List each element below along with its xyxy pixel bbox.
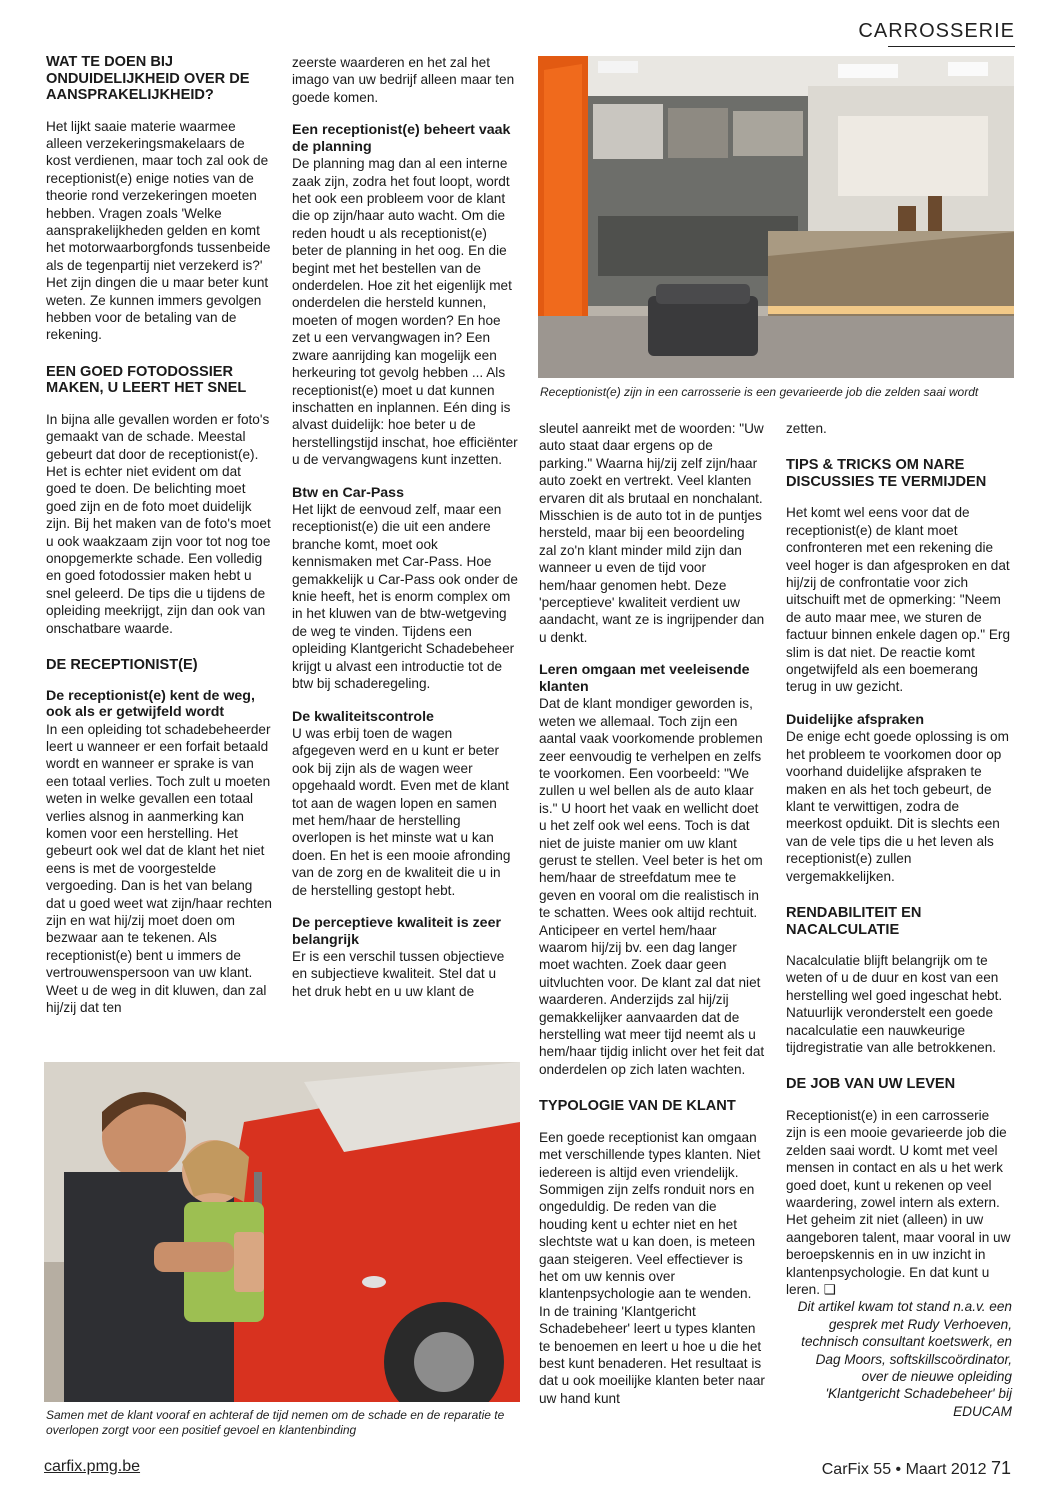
reception-office-illustration — [538, 56, 1014, 378]
footer-issue: CarFix 55 • Maart 2012 — [821, 1461, 987, 1478]
subheading-planning: Een receptionist(e) beheert vaak de planning — [292, 122, 511, 155]
paragraph-planning: De planning mag dan al een interne zaak zijn, zodra het fout loopt, wordt het ook een probleem voor de klant die op zijn/haar auto wacht. Om die reden houdt u als receptionist(e) beter de planning in het oog. En die begint met het bestellen van de onderdelen. Hoe zit het eigenlijk met onderdelen die hersteld kunnen, moeten of mogen worden? En hoe zet u een vervangwagen in? Een zware aanrijding kan mogelijk een herkeuring tot gevolg hebben ... Als receptionist(e) moet u dat kunnen inschatten en inplannen. Eén ding is alvast duidelijk: hoe beter u de herstellingstijd inschat, hoe efficiënter u de vervangwagens kunt inzetten. — [292, 156, 518, 468]
paragraph-tips-tricks: Het komt wel eens voor dat de receptionist(e) de klant moet confronteren met een rekening die veel hoger is dan afgesproken en dat hij/zij de confrontatie voor zich uitschuift met de opmerking: "Neem de auto maar mee, we sturen de factuur binnen enkele dagen op." Erg slim is dat niet. De reactie komt ongetwijfeld als een boemerang terug in uw gezicht. — [786, 505, 1010, 695]
paragraph-continued-4: zetten. — [786, 421, 827, 436]
paragraph-perceptieve-kwaliteit: Er is een verschil tussen objectieve en subjectieve kwaliteit. Stel dat u het druk hebt en u uw klant de — [292, 949, 505, 999]
top-photo-caption: Receptionist(e) zijn in een carrosserie is een gevarieerde job die zelden saai wordt — [540, 385, 979, 399]
footer-website-link[interactable]: carfix.pmg.be — [44, 1458, 141, 1475]
column-2 — [292, 54, 518, 1000]
heading-receptionist: DE RECEPTIONIST(E) — [46, 657, 198, 674]
mechanic-client-illustration — [44, 1062, 520, 1402]
paragraph-fotodossier: In bijna alle gevallen worden er foto's gemaakt van de schade. Meestal gebeurt dat door de receptionist(e). Het is echter niet evident om dat goed te doen. De belichting moet goed zijn en de foto moet duidelijk zijn. Bij het maken van de foto's moet u ook waakzaam zijn voor tot nog toe onopgemerkte schade. Een volledig en goed fotodossier maken hebt u snel geleerd. De tips die u tijdens de opleiding meekrijgt, zijn dan ook van onschatbare waarde. — [46, 411, 271, 636]
subheading-kwaliteitscontrole: De kwaliteitscontrole — [292, 708, 434, 725]
paragraph-rendabiliteit: Nacalculatie blijft belangrijk om te weten of u de duur en kost van een herstelling wel goed ingeschat hebt. Natuurlijk veronderstelt een goede nacalculatie een nauwkeurige tijdregistratie van alle betrokkenen. — [786, 953, 1003, 1056]
column-1 — [46, 54, 272, 1016]
subheading-duidelijke-afspraken: Duidelijke afspraken — [786, 711, 924, 728]
subheading-perceptieve-kwaliteit: De perceptieve kwaliteit is zeer belangrijk — [292, 915, 501, 948]
paragraph-continued: zeerste waarderen en het zal het imago van uw bedrijf alleen maar ten goede komen. — [292, 55, 515, 105]
subheading-veeleisende-klanten: Leren omgaan met veeleisende klanten — [539, 662, 750, 695]
footer-issue-info — [822, 1458, 1011, 1479]
heading-job-van-uw-leven: DE JOB VAN UW LEVEN — [786, 1076, 956, 1093]
heading-fotodossier: EEN GOED FOTODOSSIER MAKEN, U LEERT HET SNEL — [46, 363, 247, 397]
column-3 — [539, 420, 765, 1407]
subheading-kent-de-weg: De receptionist(e) kent de weg, ook als er getwijfeld wordt — [46, 687, 255, 721]
section-tag: CARROSSERIE — [858, 20, 1015, 42]
paragraph-kent-de-weg: In een opleiding tot schadebeheerder leert u wanneer er een forfait betaald wordt en wanneer er sprake is van een totaal verlies. Toch zult u moeten weten in welke gevallen een totaal verlies alsnog in aanmerking kan komen voor een herstelling. Het gebeurt ook wel dat de klant het niet eens is met de voorgestelde vergoeding. Dan is het van belang dat u goed weet wat zijn/haar rechten zijn en wat hij/zij moet doen om bezwaar aan te tekenen. Als receptionist(e) bent u immers de vertrouwenspersoon van uw klant. Weet u de weg in dit kluwen, dan zal hij/zij dat ten — [46, 721, 272, 1016]
section-tag-rule — [888, 46, 1015, 47]
heading-typologie: TYPOLOGIE VAN DE KLANT — [539, 1098, 736, 1115]
subheading-btw-carpass: Btw en Car-Pass — [292, 484, 404, 501]
paragraph-duidelijke-afspraken: De enige echt goede oplossing is om het probleem te voorkomen door op voorhand duidelijke afspraken te maken en als het toch gebeurt, de klant te verwittigen, zodra de meerkost opduikt. Dit is slechts een van de vele tips die u het leven als receptionist(e) zullen vergemakkelijken. — [786, 729, 1009, 884]
paragraph-job-van-uw-leven: Receptionist(e) in een carrosserie zijn is een mooie gevarieerde job die zelden saai wordt. U komt met veel mensen in contact en als u het werk goed doet, kunt u rekenen op veel waardering, zowel intern als extern. Het geheim zit niet (alleen) in uw aangeboren talent, maar vooral in uw beroepskennis en in uw inzicht in klantenpsychologie. En dat kunt u leren. ❑ — [786, 1107, 1011, 1298]
mechanic-client-photo — [44, 1062, 520, 1402]
paragraph-veeleisende-klanten: Dat de klant mondiger geworden is, weten we allemaal. Toch zijn een aantal vaak voorkomende problemen zeer eenvoudig te verhelpen en zelfs te voorkomen. Een voorbeeld: "We zullen u wel bellen als de auto klaar is." U hoort het vaak en wellicht doet u het zelf ook wel eens. Toch is dat niet de juiste manier om uw klant gerust te stellen. Veel beter is het om hem/haar de streefdatum mee te geven en vooral om die realistisch in te schatten. Wees ook altijd rechtuit. Anticipeer en vertel hem/haar waarom hij/zij bv. een dag langer moet wachten. Zoek daar geen uitvluchten voor. De klant zal dat niet waarderen. Anderzijds zal hij/zij gemakkelijker aanvaarden dat de herstelling wat meer tijd neemt als u hem/haar tijdig inlicht over het feit dat onderdelen op zich laten wachten. — [539, 696, 765, 1077]
reception-office-photo — [538, 56, 1014, 378]
page-number: 71 — [990, 1458, 1011, 1478]
paragraph-btw-carpass: Het lijkt de eenvoud zelf, maar een receptionist(e) die uit een andere branche komt, moet ook kennismaken met Car-Pass. Hoe gemakkelijk u Car-Pass ook onder de knie heeft, het is enorm complex om in het kluwen van de btw-wetgeving de weg te vinden. Tijdens een opleiding Klantgericht Schadebeheer krijgt u alvast een introductie tot de btw bij schaderegeling. — [292, 502, 518, 692]
paragraph-continued-3: sleutel aanreikt met de woorden: "Uw auto staat daar ergens op de parking." Waarna hij/zij zelf zijn/haar auto zoekt en vertrekt. Veel klanten ervaren dit als brutaal en nonchalant. Misschien is de auto tot in de puntjes hersteld, maar bij een beoordeling zal zo'n klant minder mild zijn dan wanneer u even de tijd voor hem/haar genomen hebt. Deze 'perceptieve' kwaliteit verdient uw aandacht, want ze is ingrijpender dan u denkt. — [539, 421, 765, 645]
heading-rendabiliteit: RENDABILITEIT EN NACALCULATIE — [786, 905, 922, 938]
heading-aansprakelijkheid: WAT TE DOEN BIJ ONDUIDELIJKHEID OVER DE AANSPRAKELIJKHEID? — [46, 54, 250, 103]
heading-tips-tricks: TIPS & TRICKS OM NARE DISCUSSIES TE VERMIJDEN — [786, 457, 987, 490]
article-credit: Dit artikel kwam tot stand n.a.v. een gesprek met Rudy Verhoeven, technisch consultant koetswerk, en Dag Moors, softskillscoördinator, over de nieuwe opleiding 'Klantgericht Schadebeheer' bij EDUCAM — [797, 1299, 1012, 1419]
bottom-photo-caption: Samen met de klant vooraf en achteraf de tijd nemen om de schade en de reparatie te overlopen zorgt voor een positief gevoel en klantenbinding — [46, 1408, 505, 1437]
paragraph-kwaliteitscontrole: U was erbij toen de wagen afgegeven werd en u kunt er beter ook bij zijn als de wagen weer opgehaald wordt. Even met de klant tot aan de wagen lopen en samen met hem/haar de herstelling overlopen is het minste wat u kan doen. En het is een mooie afronding van de zorg en de kwaliteit die u in de herstelling gestopt hebt. — [292, 726, 511, 898]
paragraph-aansprakelijkheid: Het lijkt saaie materie waarmee alleen verzekeringsmakelaars de kost verdienen, maar toch zal ook de receptionist(e) enige noties van de theorie rond verzekeringen moeten hebben. Vragen zoals 'Welke aansprakelijkheden gelden en komt het motorwaarborgfonds tussenbeide als de tegenpartij niet verzekerd is?' Het zijn dingen die u maar beter kunt weten. Ze kunnen immers gevolgen hebben voor de betaling van de rekening. — [46, 118, 271, 343]
column-4 — [786, 420, 1012, 1420]
paragraph-typologie: Een goede receptionist kan omgaan met verschillende types klanten. Niet iedereen is altijd even vriendelijk. Sommigen zijn zelfs ronduit nors en ongeduldig. De reden van die houding kent u echter niet en het slechtste wat u kan doen, is meteen gaan steigeren. Veel effectiever is het om uw kennis over klantenpsychologie aan te wenden. In de training 'Klantgericht Schadebeheer' leert u types klanten te benoemen en leert u hoe u die het best kunt benaderen. Het resultaat is dat u ook moeilijke klanten beter naar uw hand kunt — [539, 1129, 765, 1406]
